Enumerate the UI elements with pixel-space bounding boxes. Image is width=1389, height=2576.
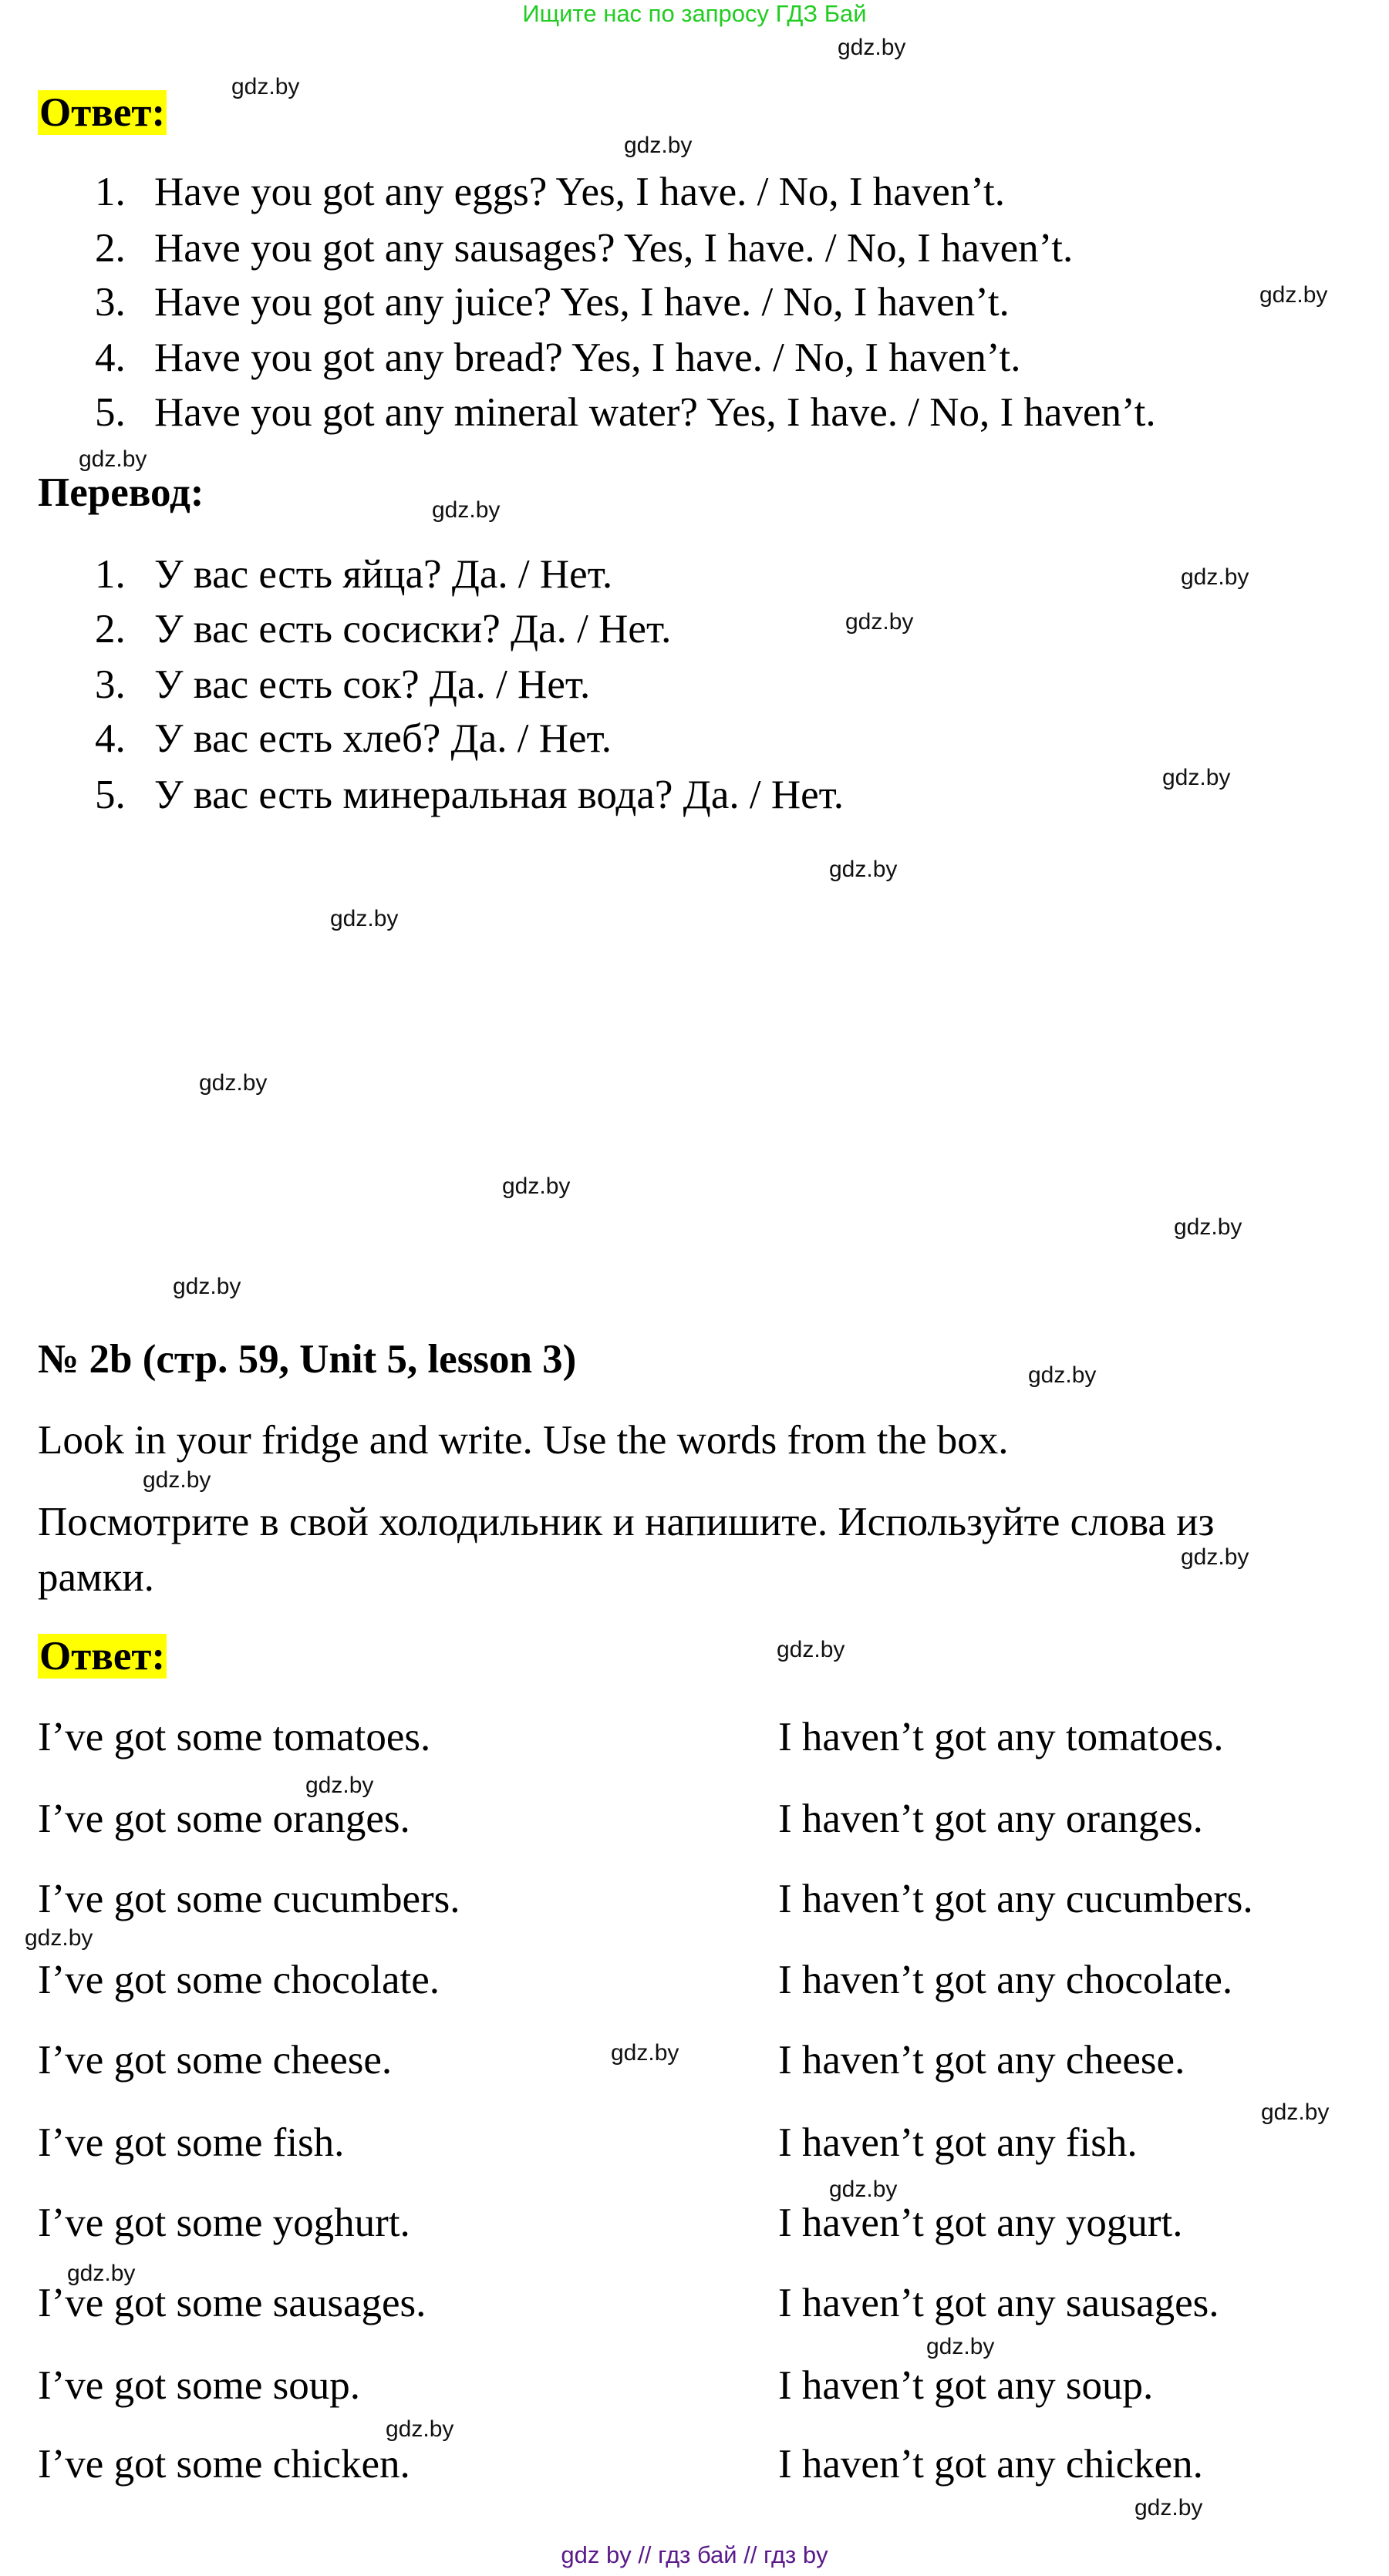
negative-sentence: I haven’t got any chocolate. [778,1958,1233,2002]
watermark-text: gdz.by [79,446,147,472]
watermark-text: gdz.by [845,609,914,635]
watermark-text: gdz.by [173,1274,241,1299]
watermark-text: gdz.by [838,35,906,60]
watermark-text: gdz.by [386,2416,454,2442]
negative-sentence: I haven’t got any tomatoes. [778,1715,1224,1759]
task-russian-line2: рамки. [38,1555,154,1600]
list-number: 2. [95,226,126,271]
exercise-heading: № 2b (стр. 59, Unit 5, lesson 3) [38,1337,577,1382]
answer-list-item [95,389,1156,436]
answer-list-item [95,169,1005,215]
watermark-text: gdz.by [1028,1362,1097,1388]
translation-list-item [95,662,590,708]
watermark-text: gdz.by [926,2334,995,2359]
list-number: 5. [95,390,126,435]
negative-sentence: I haven’t got any soup. [778,2363,1154,2408]
answer-text: Have you got any juice? Yes, I have. / No, I haven’t. [154,280,1010,325]
watermark-text: gdz.by [143,1467,211,1493]
negative-sentence: I haven’t got any sausages. [778,2281,1219,2325]
watermark-text: gdz.by [305,1773,374,1798]
negative-sentence: I haven’t got any cucumbers. [778,1877,1253,1921]
list-number: 5. [95,773,126,817]
positive-sentence: I’ve got some chicken. [38,2442,410,2487]
translation-list-item [95,551,612,598]
positive-sentence: I’ve got some cheese. [38,2038,393,2083]
watermark-text: gdz.by [1181,564,1249,590]
footer-links[interactable]: gdz by // гдз бай // гдз by [561,2541,828,2568]
watermark-text: gdz.by [624,133,693,158]
positive-sentence: I’ve got some chocolate. [38,1958,440,2002]
watermark-text: gdz.by [829,857,898,882]
header-banner-link[interactable]: Ищите нас по запросу ГДЗ Бай [522,0,867,27]
translation-text: У вас есть хлеб? Да. / Нет. [154,716,612,761]
translation-text: У вас есть сок? Да. / Нет. [154,662,591,707]
watermark-text: gdz.by [1181,1544,1249,1570]
list-number: 1. [95,552,126,597]
answer-label: Ответ: [39,90,166,135]
watermark-text: gdz.by [432,497,501,523]
positive-sentence: I’ve got some yoghurt. [38,2201,410,2245]
translation-list-item [95,606,671,652]
translation-text: У вас есть яйца? Да. / Нет. [154,552,613,597]
negative-sentence: I haven’t got any fish. [778,2120,1138,2165]
answer-list-item [95,335,1021,381]
positive-sentence: I’ve got some oranges. [38,1796,410,1841]
positive-sentence: I’ve got some sausages. [38,2281,426,2325]
watermark-text: gdz.by [1134,2495,1203,2520]
positive-sentence: I’ve got some tomatoes. [38,1715,431,1759]
watermark-text: gdz.by [1261,2100,1330,2125]
watermark-text: gdz.by [199,1070,268,1096]
task-english: Look in your fridge and write. Use the words from the box. [38,1418,1009,1463]
watermark-text: gdz.by [25,1925,93,1951]
answer-text: Have you got any bread? Yes, I have. / No, I haven’t. [154,335,1021,380]
positive-sentence: I’ve got some soup. [38,2363,361,2408]
translation-list-item [95,772,844,818]
translation-list-item [95,716,612,762]
watermark-text: gdz.by [1162,765,1231,790]
answer-list-item [95,279,1010,325]
answer-list-item [95,225,1073,271]
watermark-text: gdz.by [67,2261,136,2286]
negative-sentence: I haven’t got any yogurt. [778,2201,1183,2245]
translation-text: У вас есть минеральная вода? Да. / Нет. [154,773,845,817]
answer-text: Have you got any mineral water? Yes, I have. / No, I haven’t. [154,390,1156,435]
list-number: 2. [95,607,126,652]
watermark-text: gdz.by [1259,282,1328,308]
positive-sentence: I’ve got some fish. [38,2120,345,2165]
translation-label: Перевод: [38,470,204,515]
watermark-text: gdz.by [1174,1214,1242,1240]
positive-sentence: I’ve got some cucumbers. [38,1877,460,1921]
list-number: 3. [95,280,126,325]
watermark-text: gdz.by [330,906,399,931]
list-number: 4. [95,335,126,380]
negative-sentence: I haven’t got any chicken. [778,2442,1203,2487]
negative-sentence: I haven’t got any cheese. [778,2038,1185,2083]
list-number: 4. [95,716,126,761]
list-number: 3. [95,662,126,707]
translation-text: У вас есть сосиски? Да. / Нет. [154,607,672,652]
task-russian-line1: Посмотрите в свой холодильник и напишите. Используйте слова из [38,1500,1215,1544]
list-number: 1. [95,170,126,214]
watermark-text: gdz.by [777,1637,845,1662]
answer-label-2: Ответ: [39,1634,166,1679]
watermark-text: gdz.by [829,2177,898,2202]
watermark-text: gdz.by [502,1174,571,1199]
answer-text: Have you got any eggs? Yes, I have. / No, I haven’t. [154,170,1005,214]
watermark-text: gdz.by [611,2040,679,2066]
answer-text: Have you got any sausages? Yes, I have. / No, I haven’t. [154,226,1074,271]
watermark-text: gdz.by [231,74,300,99]
negative-sentence: I haven’t got any oranges. [778,1796,1203,1841]
